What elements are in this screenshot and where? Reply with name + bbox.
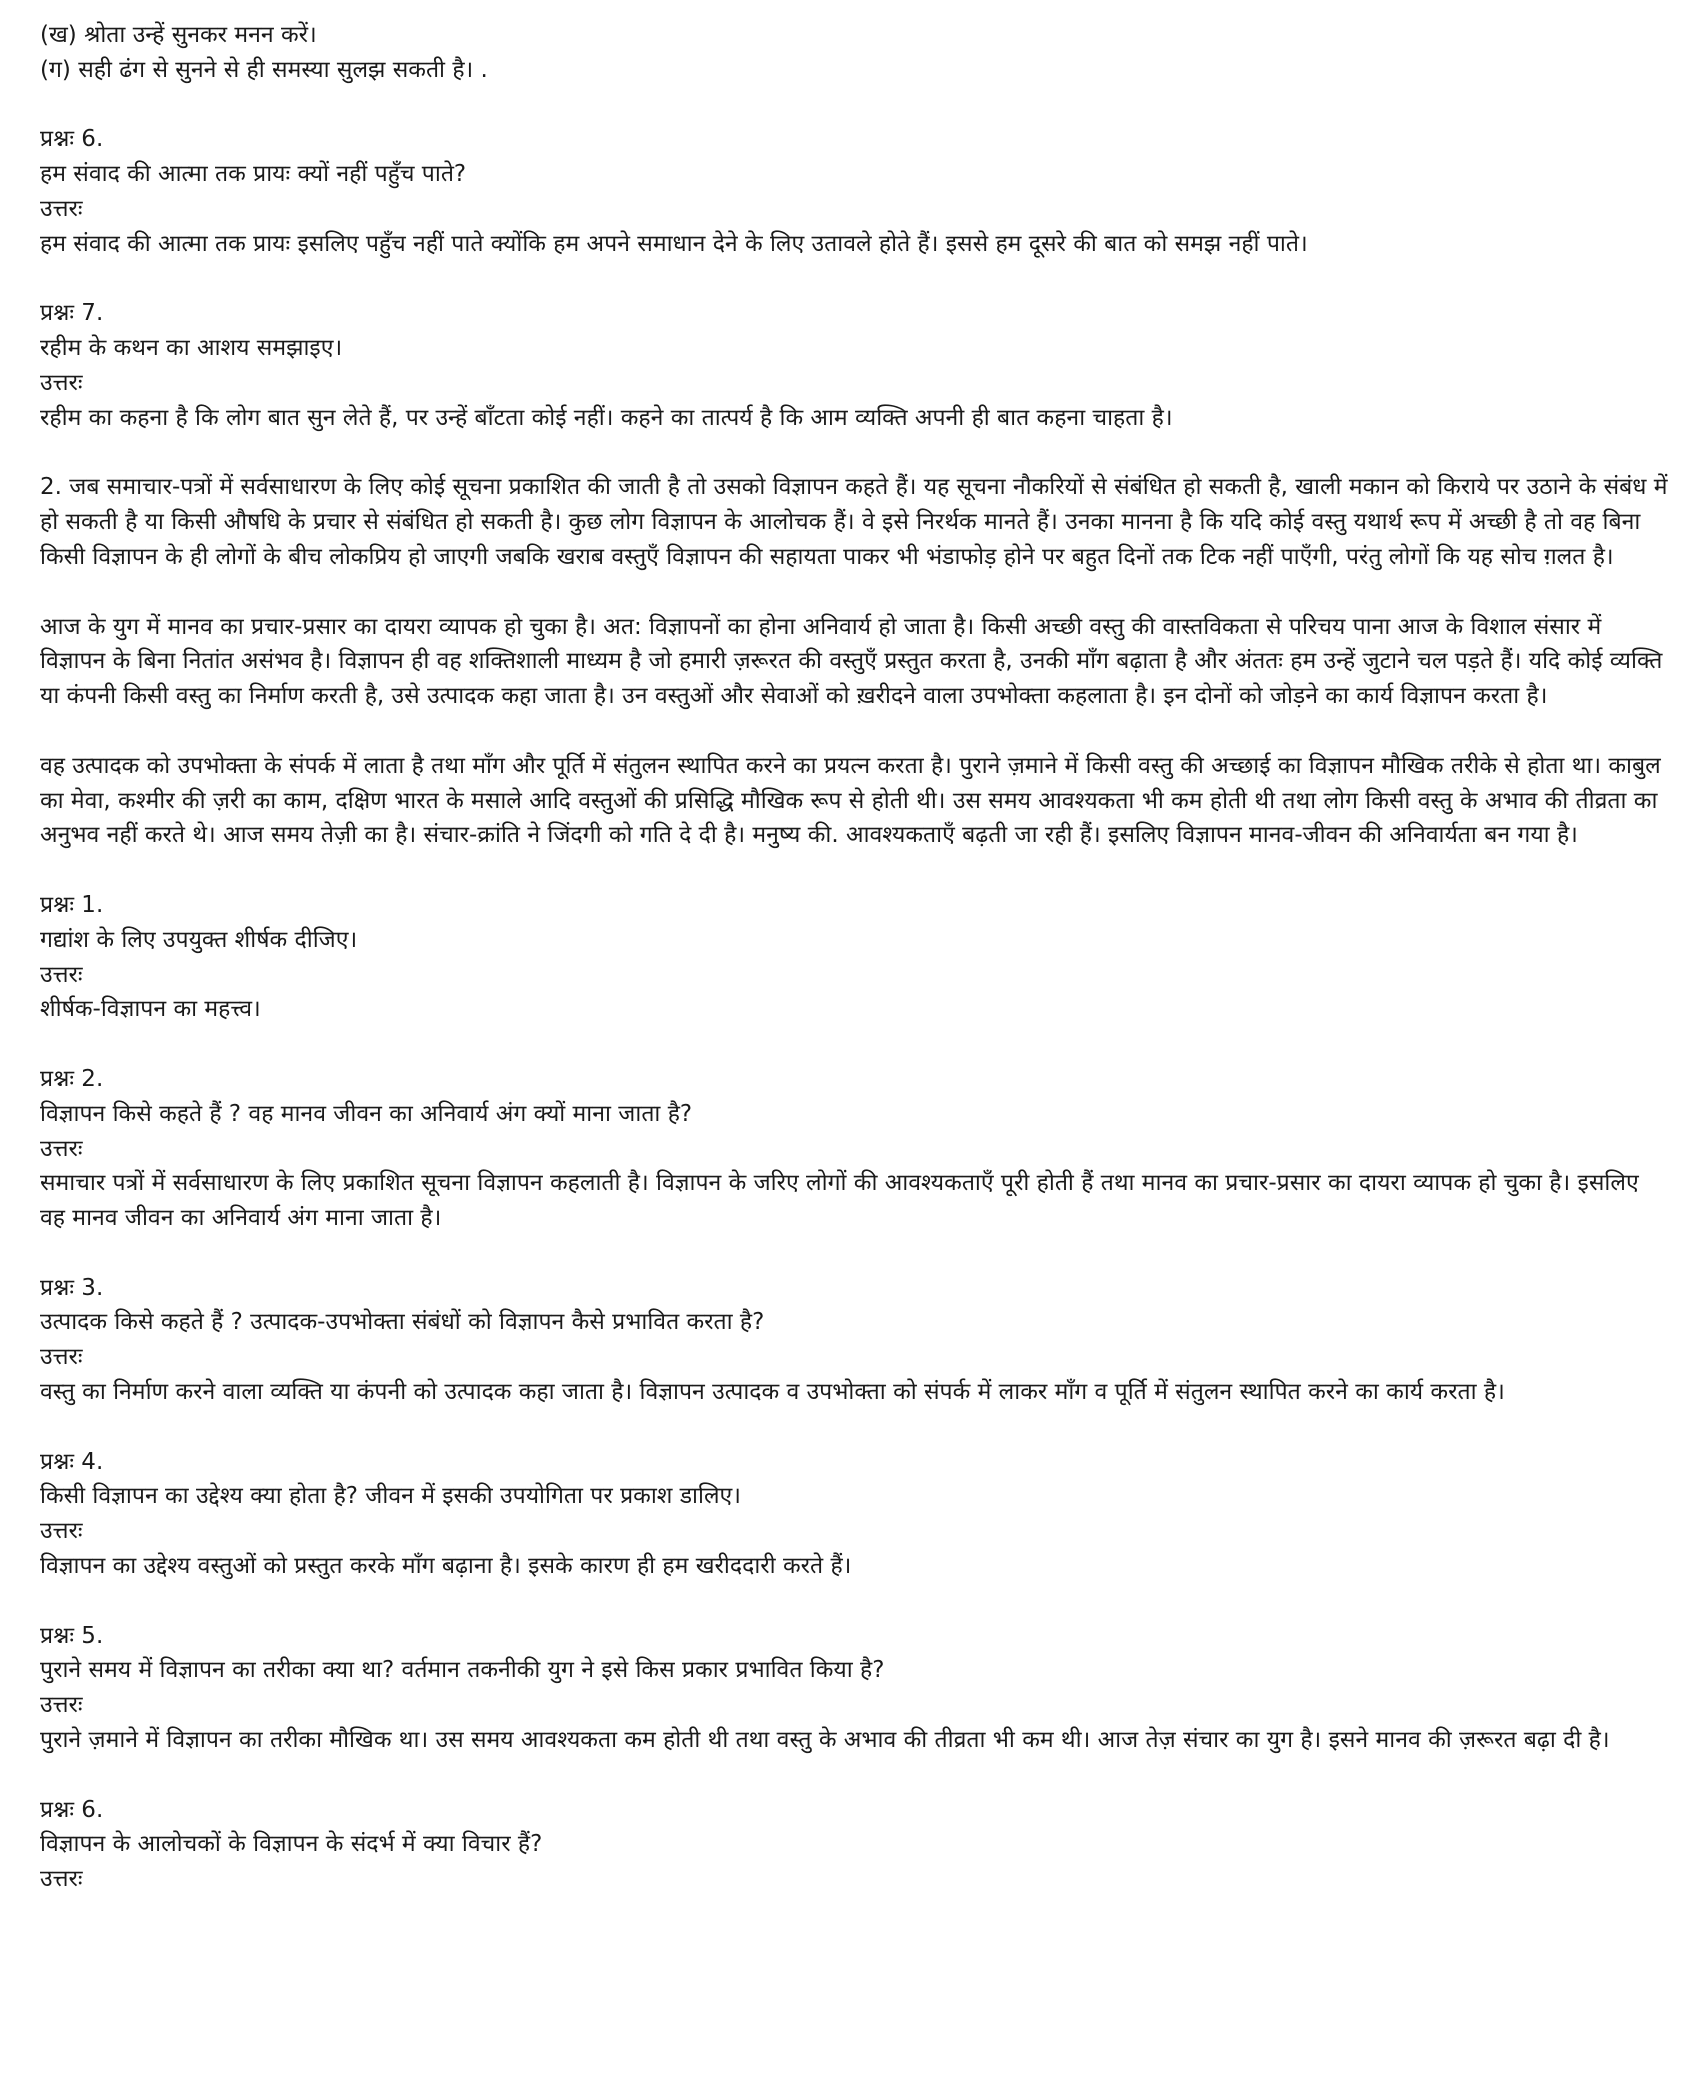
question-block [40, 1793, 1670, 1897]
question-text: पुराने समय में विज्ञापन का तरीका क्या था? वर्तमान तकनीकी युग ने इसे किस प्रकार प्रभावित किया है? [40, 1657, 885, 1684]
question-label: प्रश्नः 2. [40, 1065, 104, 1092]
answer-text: रहीम का कहना है कि लोग बात सुन लेते हैं, पर उन्हें बाँटता कोई नहीं। कहने का तात्पर्य है कि आम व्यक्ति अपनी ही बात कहना चाहता है। [40, 404, 1173, 431]
answer-text: समाचार पत्रों में सर्वसाधारण के लिए प्रकाशित सूचना विज्ञापन कहलाती है। विज्ञापन के जरिए लोगों की आवश्यकताएँ पूरी होती हैं तथा मानव का प्रचार-प्रसार का दायरा व्यापक हो चुका है। इसलिए वह मानव जीवन का अनिवार्य अंग माना जाता है। [40, 1170, 1639, 1232]
question-block [40, 1619, 1670, 1758]
answer-text: वस्तु का निर्माण करने वाला व्यक्ति या कंपनी को उत्पादक कहा जाता है। विज्ञापन उत्पादक व उपभोक्ता को संपर्क में लाकर माँग व पूर्ति में संतुलन स्थापित करने का कार्य करता है। [40, 1379, 1505, 1406]
answer-text: पुराने ज़माने में विज्ञापन का तरीका मौखिक था। उस समय आवश्यकता कम होती थी तथा वस्तु के अभाव की तीव्रता भी कम थी। आज तेज़ संचार का युग है। इसने मानव की ज़रूरत बढ़ा दी है। [40, 1727, 1610, 1754]
answer-label: उत्तरः [40, 1692, 83, 1719]
question-label: प्रश्नः 1. [40, 891, 104, 918]
question-block [40, 122, 1670, 261]
answer-label: उत्तरः [40, 1135, 83, 1162]
question-block [40, 1445, 1670, 1584]
document-page [40, 18, 1670, 1897]
passage-paragraph: वह उत्पादक को उपभोक्ता के संपर्क में लाता है तथा माँग और पूर्ति में संतुलन स्थापित करने का प्रयत्न करता है। पुराने ज़माने में किसी वस्तु की अच्छाई का विज्ञापन मौखिक तरीके से होता था। काबुल का मेवा, कश्मीर की ज़री का काम, दक्षिण भारत के मसाले आदि वस्तुओं की प्रसिद्धि मौखिक रूप से होती थी। उस समय आवश्यकता भी कम होती थी तथा लोग किसी वस्तु के अभाव की तीव्रता का अनुभव नहीं करते थे। आज समय तेज़ी का है। संचार-क्रांति ने जिंदगी को गति दे दी है। मनुष्य की. आवश्यकताएँ बढ़ती जा रही हैं। इसलिए विज्ञापन मानव-जीवन की अनिवार्यता बन गया है। [40, 752, 1661, 849]
question-text: हम संवाद की आत्मा तक प्रायः क्यों नहीं पहुँच पाते? [40, 161, 467, 188]
question-label: प्रश्नः 4. [40, 1448, 104, 1475]
answer-label: उत्तरः [40, 195, 83, 222]
question-text: रहीम के कथन का आशय समझाइए। [40, 335, 343, 362]
answer-label: उत्तरः [40, 961, 83, 988]
question-text: उत्पादक किसे कहते हैं ? उत्पादक-उपभोक्ता संबंधों को विज्ञापन कैसे प्रभावित करता है? [40, 1309, 765, 1336]
intro-line: (ख) श्रोता उन्हें सुनकर मनन करें। [40, 22, 317, 48]
passage-paragraph: आज के युग में मानव का प्रचार-प्रसार का दायरा व्यापक हो चुका है। अत: विज्ञापनों का होना अनिवार्य हो जाता है। किसी अच्छी वस्तु की वास्तविकता से परिचय पाना आज के विशाल संसार में विज्ञापन के बिना नितांत असंभव है। विज्ञापन ही वह शक्तिशाली माध्यम है जो हमारी ज़रूरत की वस्तुएँ प्रस्तुत करता है, उनकी माँग बढ़ाता है और अंततः हम उन्हें जुटाने चल पड़ते हैं। यदि कोई व्यक्ति या कंपनी किसी वस्तु का निर्माण करती है, उसे उत्पादक कहा जाता है। उन वस्तुओं और सेवाओं को ख़रीदने वाला उपभोक्ता कहलाता है। इन दोनों को जोड़ने का कार्य विज्ञापन करता है। [40, 613, 1663, 710]
answer-text: हम संवाद की आत्मा तक प्रायः इसलिए पहुँच नहीं पाते क्योंकि हम अपने समाधान देने के लिए उतावले होते हैं। इससे हम दूसरे की बात को समझ नहीं पाते। [40, 230, 1308, 257]
question-block [40, 1062, 1670, 1236]
question-label: प्रश्नः 6. [40, 126, 104, 153]
question-label: प्रश्नः 5. [40, 1622, 104, 1649]
question-block [40, 1271, 1670, 1410]
intro-block [40, 18, 1670, 88]
answer-label: उत्तरः [40, 1866, 83, 1893]
question-text: किसी विज्ञापन का उद्देश्य क्या होता है? जीवन में इसकी उपयोगिता पर प्रकाश डालिए। [40, 1483, 741, 1510]
answer-text: शीर्षक-विज्ञापन का महत्त्व। [40, 996, 261, 1023]
intro-line: (ग) सही ढंग से सुनने से ही समस्या सुलझ सकती है। . [40, 56, 488, 83]
question-text: विज्ञापन किसे कहते हैं ? वह मानव जीवन का अनिवार्य अंग क्यों माना जाता है? [40, 1100, 693, 1127]
passage-paragraph: 2. जब समाचार-पत्रों में सर्वसाधारण के लिए कोई सूचना प्रकाशित की जाती है तो उसको विज्ञापन कहते हैं। यह सूचना नौकरियों से संबंधित हो सकती है, खाली मकान को किराये पर उठाने के संबंध में हो सकती है या किसी औषधि के प्रचार से संबंधित हो सकती है। कुछ लोग विज्ञापन के आलोचक हैं। वे इसे निरर्थक मानते हैं। उनका मानना है कि यदि कोई वस्तु यथार्थ रूप में अच्छी है तो वह बिना किसी विज्ञापन के ही लोगों के बीच लोकप्रिय हो जाएगी जबकि खराब वस्तुएँ विज्ञापन की सहायता पाकर भी भंडाफोड़ होने पर बहुत दिनों तक टिक नहीं पाएँगी, परंतु लोगों कि यह सोच ग़लत है। [40, 474, 1668, 570]
answer-label: उत्तरः [40, 1344, 83, 1371]
question-label: प्रश्नः 6. [40, 1796, 104, 1823]
question-text: गद्यांश के लिए उपयुक्त शीर्षक दीजिए। [40, 926, 358, 953]
answer-label: उत्तरः [40, 369, 83, 396]
question-block [40, 296, 1670, 435]
question-label: प्रश्नः 7. [40, 300, 104, 327]
question-text: विज्ञापन के आलोचकों के विज्ञापन के संदर्भ में क्या विचार हैं? [40, 1831, 543, 1858]
answer-label: उत्तरः [40, 1518, 83, 1545]
answer-text: विज्ञापन का उद्देश्य वस्तुओं को प्रस्तुत करके माँग बढ़ाना है। इसके कारण ही हम खरीददारी करते हैं। [40, 1553, 852, 1580]
question-label: प्रश्नः 3. [40, 1274, 104, 1301]
question-block [40, 888, 1670, 1027]
